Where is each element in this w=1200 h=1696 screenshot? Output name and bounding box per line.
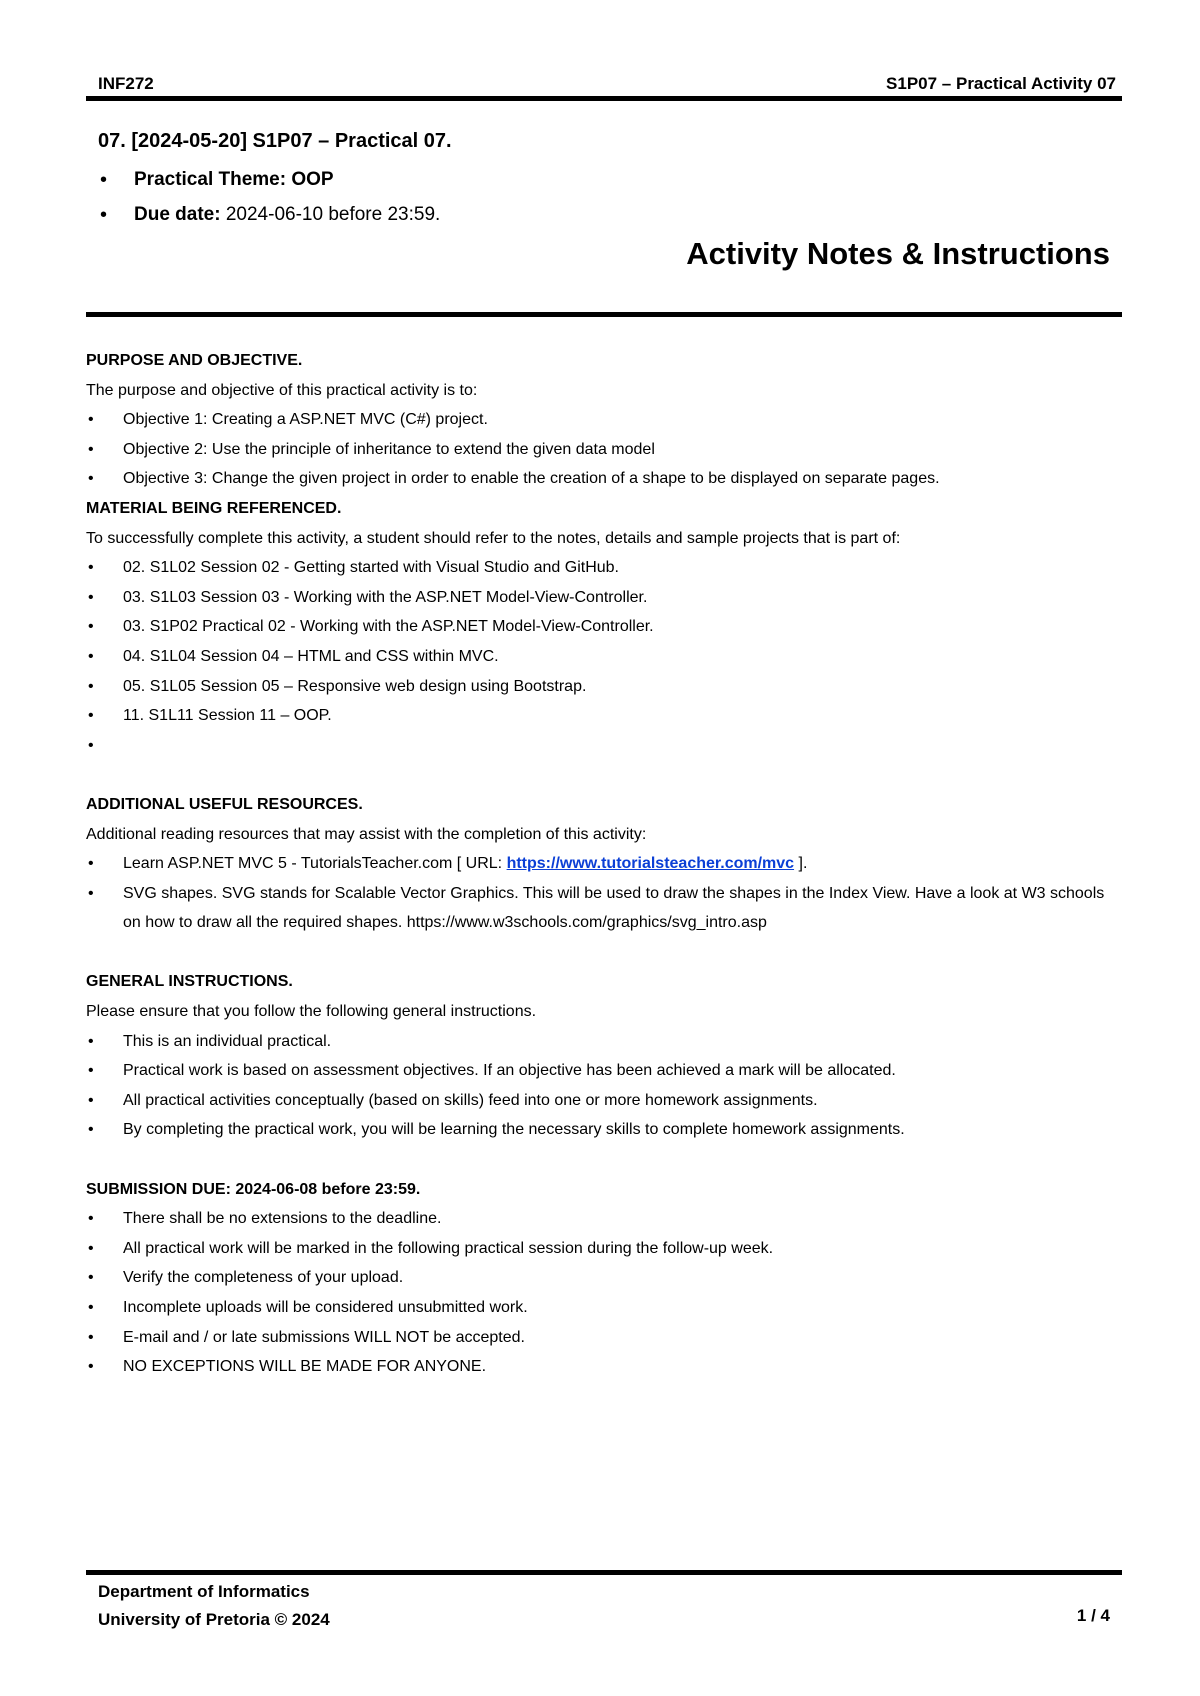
- material-list: [86, 553, 1126, 760]
- header-rule: [86, 96, 1122, 101]
- submission-heading: SUBMISSION DUE: 2024-06-08 before 23:59.: [86, 1180, 421, 1198]
- general-intro: Please ensure that you follow the following general instructions.: [86, 1003, 537, 1021]
- list-item: [86, 731, 1126, 761]
- department-name: Department of Informatics: [98, 1582, 310, 1601]
- footer-rule: [86, 1570, 1122, 1575]
- list-item: • 11. S1L11 Session 11 – OOP.: [86, 701, 1126, 731]
- list-item: • There shall be no extensions to the deadline.: [86, 1204, 1126, 1234]
- resources-list: [86, 849, 1126, 938]
- document-body: [86, 346, 1126, 1382]
- list-item: • Verify the completeness of your upload.: [86, 1263, 1126, 1293]
- list-item: • NO EXCEPTIONS WILL BE MADE FOR ANYONE.: [86, 1352, 1126, 1382]
- list-item: • 02. S1L02 Session 02 - Getting started with Visual Studio and GitHub.: [86, 553, 1126, 583]
- university-name: University of Pretoria © 2024: [98, 1610, 330, 1629]
- list-item: • All practical activities conceptually (based on skills) feed into one or more homework assignments.: [86, 1086, 1126, 1116]
- tutorialsteacher-link[interactable]: https://www.tutorialsteacher.com/mvc: [506, 855, 795, 873]
- list-item: • 03. S1L03 Session 03 - Working with the ASP.NET Model-View-Controller.: [86, 583, 1126, 613]
- list-item: • E-mail and / or late submissions WILL NOT be accepted.: [86, 1323, 1126, 1353]
- material-intro: To successfully complete this activity, a student should refer to the notes, details and sample projects that is part of:: [86, 529, 901, 547]
- list-item: • Practical work is based on assessment objectives. If an objective has been achieved a mark will be allocated.: [86, 1056, 1126, 1086]
- summary-list: [98, 165, 440, 235]
- list-item: • Objective 2: Use the principle of inheritance to extend the given data model: [86, 435, 1126, 465]
- practical-title: 07. [2024-05-20] S1P07 – Practical 07.: [98, 130, 452, 152]
- list-item: • Learn ASP.NET MVC 5 - TutorialsTeacher.com [ URL: https://www.tutorialsteacher.com/mvc ].: [86, 849, 1126, 879]
- activity-label: S1P07 – Practical Activity 07: [886, 74, 1116, 93]
- general-list: [86, 1027, 1126, 1145]
- list-item: • This is an individual practical.: [86, 1027, 1126, 1057]
- purpose-heading: PURPOSE AND OBJECTIVE.: [86, 352, 303, 369]
- list-item: • SVG shapes. SVG stands for Scalable Vector Graphics. This will be used to draw the shapes in the Index View. Have a look at W3 schools on how to draw all the required shapes. https://www.w3schools.com/graphics/svg_intro.asp: [86, 879, 1126, 938]
- purpose-list: [86, 405, 1126, 494]
- purpose-intro: The purpose and objective of this practical activity is to:: [86, 381, 478, 399]
- main-heading: Activity Notes & Instructions: [686, 236, 1110, 271]
- theme-item: • Practical Theme: OOP: [98, 165, 440, 200]
- list-item: • Incomplete uploads will be considered unsubmitted work.: [86, 1293, 1126, 1323]
- list-item: • 05. S1L05 Session 05 – Responsive web design using Bootstrap.: [86, 672, 1126, 702]
- submission-list: [86, 1204, 1126, 1382]
- page-footer: [98, 1578, 330, 1634]
- resources-intro: Additional reading resources that may assist with the completion of this activity:: [86, 825, 647, 843]
- page-number: 1 / 4: [1076, 1606, 1110, 1625]
- list-item: • By completing the practical work, you will be learning the necessary skills to complete homework assignments.: [86, 1115, 1126, 1145]
- heading-rule: [86, 312, 1122, 317]
- list-item: • Objective 1: Creating a ASP.NET MVC (C#) project.: [86, 405, 1126, 435]
- course-code: INF272: [98, 74, 154, 93]
- general-heading: GENERAL INSTRUCTIONS.: [86, 973, 293, 991]
- material-heading: MATERIAL BEING REFERENCED.: [86, 499, 342, 517]
- list-item: • 04. S1L04 Session 04 – HTML and CSS within MVC.: [86, 642, 1126, 672]
- list-item: • 03. S1P02 Practical 02 - Working with the ASP.NET Model-View-Controller.: [86, 612, 1126, 642]
- resources-heading: ADDITIONAL USEFUL RESOURCES.: [86, 795, 363, 813]
- list-item: • All practical work will be marked in the following practical session during the follow-up week.: [86, 1234, 1126, 1264]
- list-item: • Objective 3: Change the given project in order to enable the creation of a shape to be displayed on separate pages.: [86, 464, 1126, 494]
- page-header: [98, 74, 1116, 96]
- due-item: • Due date: 2024-06-10 before 23:59.: [98, 200, 440, 235]
